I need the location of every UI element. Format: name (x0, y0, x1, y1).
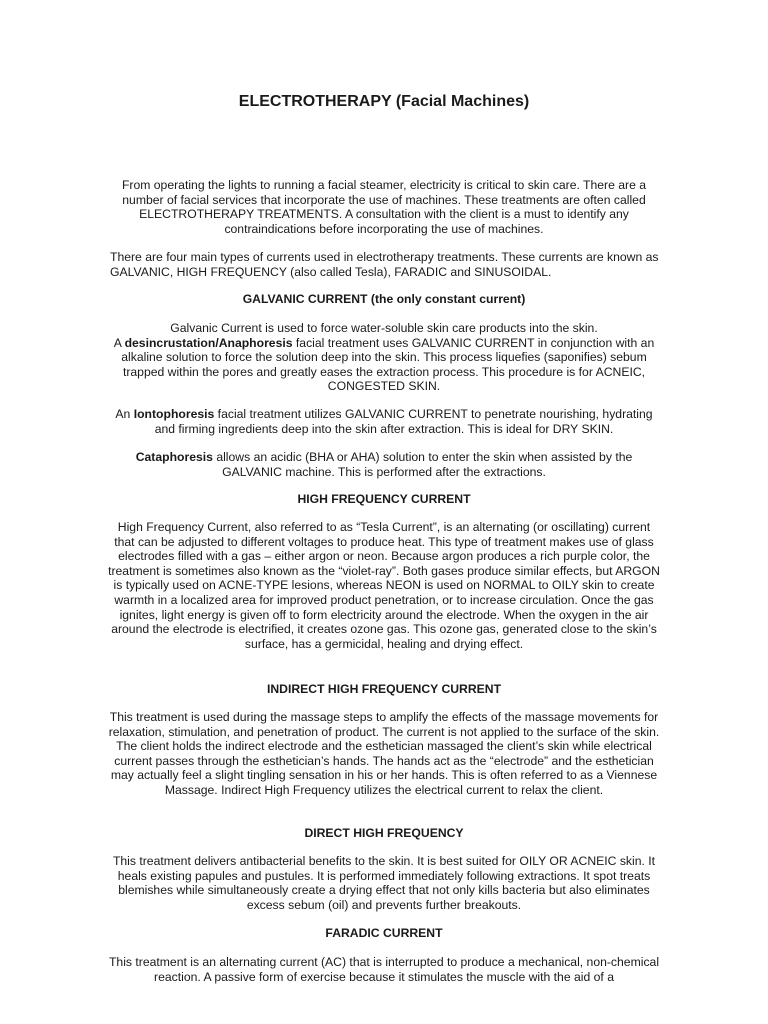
indirect-high-frequency-heading: INDIRECT HIGH FREQUENCY CURRENT (266, 682, 502, 696)
iontophoresis-paragraph (110, 407, 658, 436)
cataphoresis-rest: allows an acidic (BHA or AHA) solution to enter the skin when assisted by the GALVANIC machine. This is performed after the extractions. (212, 450, 633, 479)
galvanic-p1-lead: A (113, 335, 125, 350)
desincrustation-term: desincrustation/Anaphoresis (124, 335, 293, 350)
faradic-paragraph: This treatment is an alternating current (AC) that is interrupted to produce a mechanical, non-chemical reaction. A passive form of exercise because it stimulates the muscle with the aid of a (108, 955, 660, 984)
galvanic-intro-line: Galvanic Current is used to force water-soluble skin care products into the skin. (170, 321, 598, 335)
page-title: ELECTROTHERAPY (Facial Machines) (238, 93, 530, 110)
cataphoresis-paragraph (110, 450, 658, 479)
high-frequency-paragraph: High Frequency Current, also referred to as “Tesla Current”, is an alternating (or oscillating) current that can be adjusted to different voltages to produce heat. This type of treatment makes use of glass electrodes filled with a gas – either argon or neon. Because argon produces a rich purple color, the treatment is sometimes also known as the “violet-ray”. Both gases produce similar effects, but ARGON is typically used on ACNE-TYPE lesions, whereas NEON is used on NORMAL to OILY skin to create warmth in a localized area for improved product penetration, or to increase circulation. Once the gas ignites, light energy is given off to form electricity around the electrode. When the oxygen in the air around the electrode is electrified, it creates ozone gas. This ozone gas, generated close to the skin’s surface, has a germicidal, healing and drying effect. (108, 520, 660, 651)
intro-paragraph: From operating the lights to running a facial steamer, electricity is critical to skin care. There are a number of facial services that incorporate the use of machines. These treatments are often called ELECTROTHERAPY TREATMENTS. A consultation with the client is a must to identify any contraindications before incorporating the use of machines. (121, 178, 647, 236)
faradic-heading: FARADIC CURRENT (325, 926, 443, 940)
current-types-paragraph: There are four main types of currents used in electrotherapy treatments. These currents are known as GALVANIC, HIGH FREQUENCY (also called Tesla), FARADIC and SINUSOIDAL. (110, 250, 659, 279)
iontophoresis-lead: An (115, 407, 134, 421)
high-frequency-heading: HIGH FREQUENCY CURRENT (297, 492, 471, 506)
galvanic-heading: GALVANIC CURRENT (the only constant current) (242, 292, 526, 306)
indirect-high-frequency-paragraph: This treatment is used during the massage steps to amplify the effects of the massage movements for relaxation, stimulation, and penetration of product. The current is not applied to the surface of the skin. The client holds the indirect electrode and the esthetician massaged the client’s skin while electrical current passes through the esthetician’s hands. The hands act as the “electrode” and the esthetician may actually feel a slight tingling sensation in his or her hands. This is often referred to as a Viennese Massage. Indirect High Frequency utilizes the electrical current to relax the client. (108, 710, 660, 797)
iontophoresis-term: Iontophoresis (133, 407, 215, 421)
direct-high-frequency-paragraph: This treatment delivers antibacterial benefits to the skin. It is best suited for OILY OR ACNEIC skin. It heals existing papules and pustules. It is performed immediately following extractions. It spot treats blemishes while simultaneously create a drying effect that not only kills bacteria but also eliminates excess sebum (oil) and prevents further breakouts. (112, 854, 656, 912)
galvanic-p1-rest: facial treatment uses GALVANIC CURRENT in conjunction with an alkaline solution to force the solution deep into the skin. This process liquefies (saponifies) sebum trapped within the pores and greatly eases the extraction process. This procedure is for ACNEIC, CONGESTED SKIN. (121, 335, 655, 394)
cataphoresis-term: Cataphoresis (135, 450, 213, 464)
direct-high-frequency-heading: DIRECT HIGH FREQUENCY (304, 826, 464, 840)
galvanic-desincrustation-paragraph (110, 321, 658, 394)
iontophoresis-rest: facial treatment utilizes GALVANIC CURRENT to penetrate nourishing, hydrating and firming ingredients deep into the skin after extraction. This is ideal for DRY SKIN. (154, 407, 653, 436)
